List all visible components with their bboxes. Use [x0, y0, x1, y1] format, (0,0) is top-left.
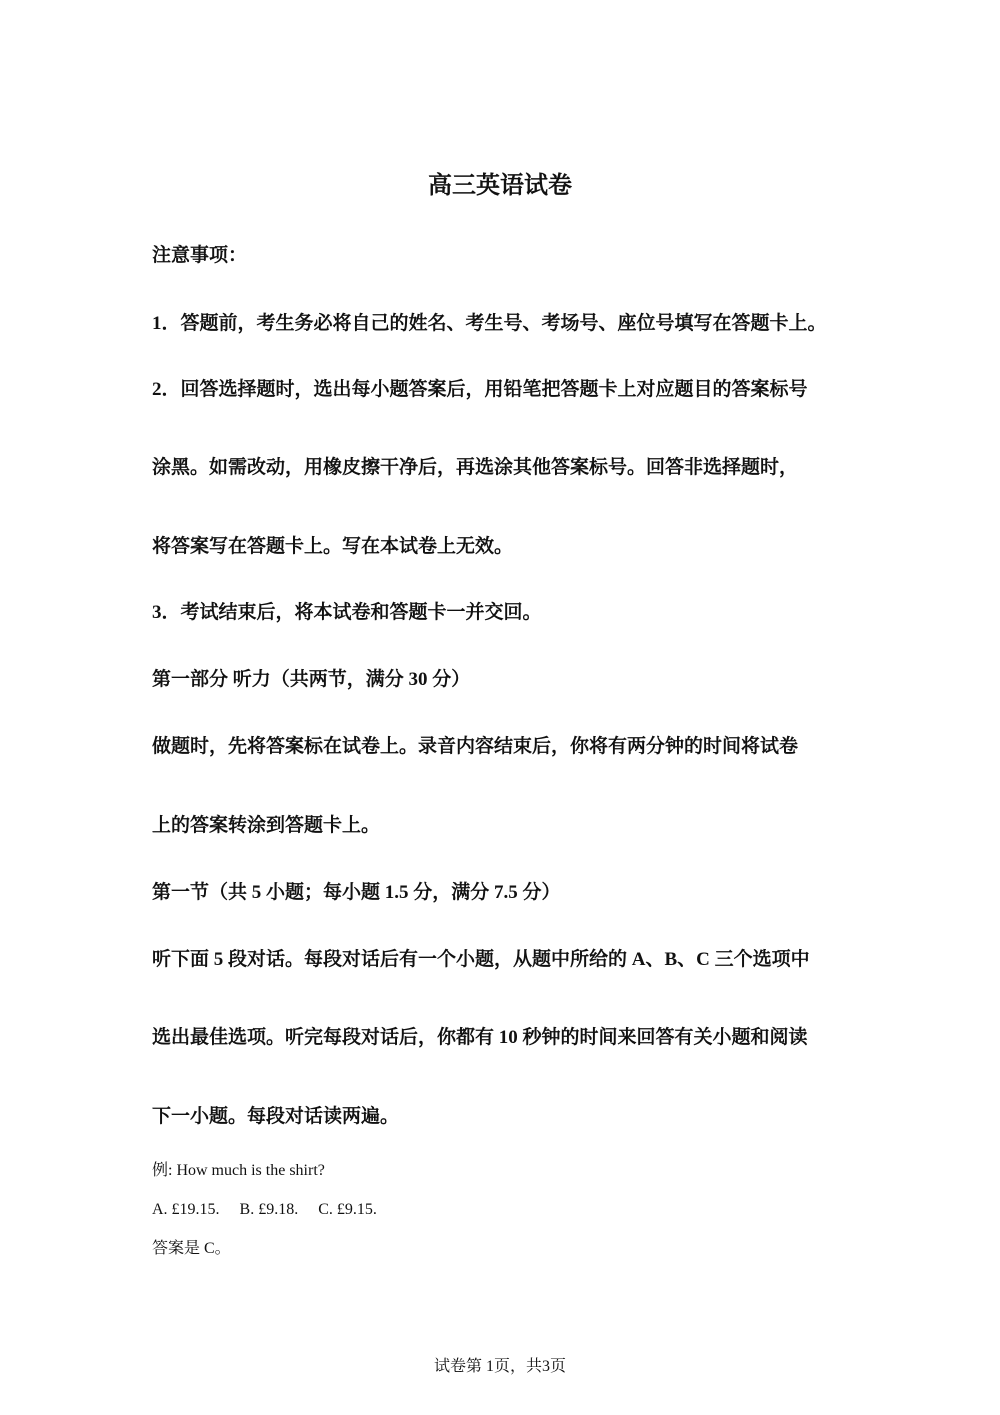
part-heading: 第一部分 听力（共两节，满分 30 分） [152, 669, 471, 690]
section-instruction-line-1: 听下面 5 段对话。每段对话后有一个小题，从题中所给的 A、B、C 三个选项中 [152, 949, 810, 970]
notice-item-3: 3．考试结束后，将本试卷和答题卡一并交回。 [152, 602, 542, 623]
section-instruction-line-2: 选出最佳选项。听完每段对话后，你都有 10 秒钟的时间来回答有关小题和阅读 [152, 1027, 808, 1048]
notice-item-1: 1．答题前，考生务必将自己的姓名、考生号、考场号、座位号填写在答题卡上。 [152, 313, 827, 334]
notice-heading: 注意事项： [152, 245, 248, 266]
notice-item-2-line-3: 将答案写在答题卡上。写在本试卷上无效。 [152, 536, 514, 557]
example-answer: 答案是 C。 [152, 1240, 231, 1257]
page-title: 高三英语试卷 [428, 173, 572, 199]
example-question: 例: How much is the shirt? [152, 1162, 325, 1179]
notice-item-2-line-2: 涂黑。如需改动，用橡皮擦干净后，再选涂其他答案标号。回答非选择题时， [152, 457, 799, 478]
page-footer: 试卷第 1页，共3页 [433, 1358, 566, 1375]
notice-item-2-line-1: 2．回答选择题时，选出每小题答案后，用铅笔把答题卡上对应题目的答案标号 [152, 379, 808, 400]
example-options: A. £19.15. B. £9.18. C. £9.15. [152, 1201, 377, 1218]
part-instruction-line-2: 上的答案转涂到答题卡上。 [152, 815, 381, 836]
section-heading: 第一节（共 5 小题；每小题 1.5 分，满分 7.5 分） [152, 882, 561, 903]
part-instruction-line-1: 做题时，先将答案标在试卷上。录音内容结束后，你将有两分钟的时间将试卷 [152, 736, 799, 757]
section-instruction-line-3: 下一小题。每段对话读两遍。 [152, 1106, 400, 1127]
